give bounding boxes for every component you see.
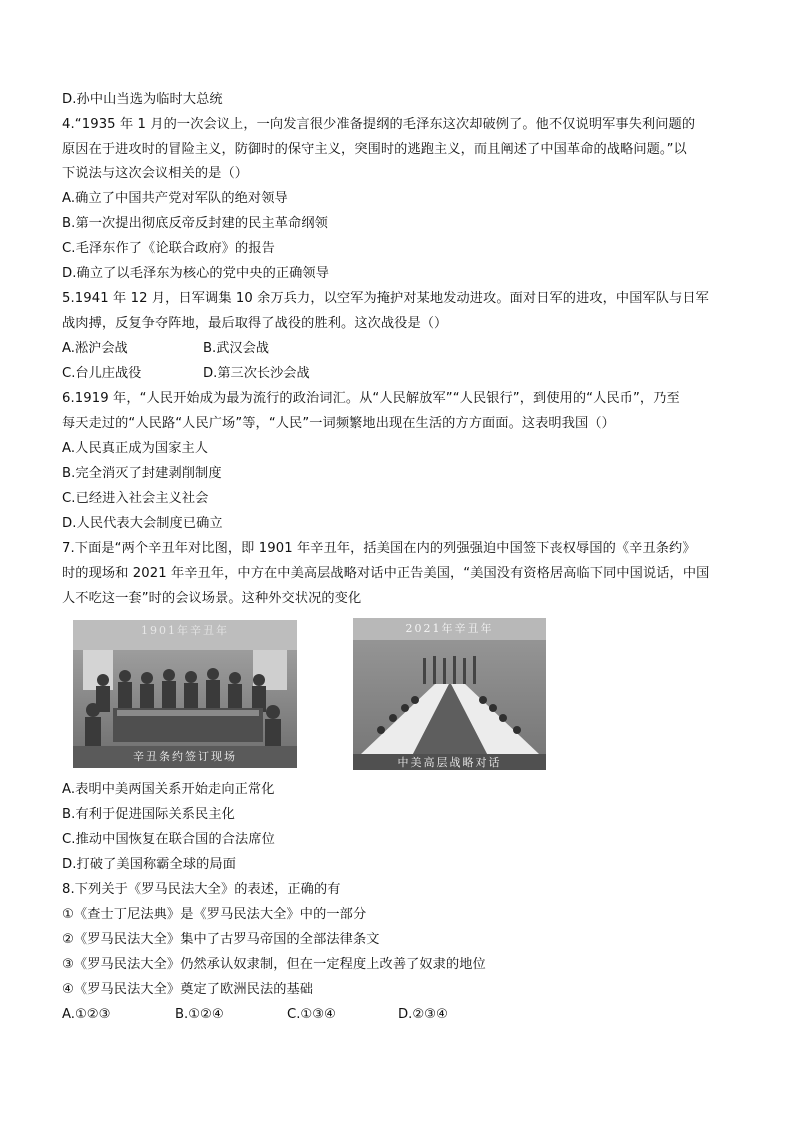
q8-option-a: A.①②③ xyxy=(62,1007,111,1022)
q6-option-d: D.人民代表大会制度已确立 xyxy=(62,516,223,531)
q5-stem-line-2: 战肉搏，反复争夺阵地，最后取得了战役的胜利。这次战役是（） xyxy=(62,316,448,331)
q4-option-a: A.确立了中国共产党对军队的绝对领导 xyxy=(62,191,288,206)
q5-option-b: B.武汉会战 xyxy=(203,341,269,356)
photo-1901-header: 1901年辛丑年 xyxy=(141,624,229,637)
q5-stem-line-1: 5.1941 年 12 月，日军调集 10 余万兵力，以空军为掩护对某地发动进攻。面对日军的进攻，中国军队与日军 xyxy=(62,291,709,306)
q6-stem-line-1: 6.1919 年，“人民开始成为最为流行的政治词汇。从“人民解放军”“人民银行”，到使用的“人民币”，乃至 xyxy=(62,391,680,406)
photo-2021-caption: 中美高层战略对话 xyxy=(397,756,502,769)
photo-2021-header: 2021年辛丑年 xyxy=(405,622,494,635)
photo-1901-caption: 辛丑条约签订现场 xyxy=(133,750,237,763)
q8-option-b: B.①②④ xyxy=(175,1007,224,1022)
q7-option-a: A.表明中美两国关系开始走向正常化 xyxy=(62,782,275,797)
q4-option-b: B.第一次提出彻底反帝反封建的民主革命纲领 xyxy=(62,216,328,231)
photo-1901-illustration xyxy=(73,620,297,768)
q8-statement-4: ④《罗马民法大全》奠定了欧洲民法的基础 xyxy=(62,982,314,997)
q7-option-c: C.推动中国恢复在联合国的合法席位 xyxy=(62,832,275,847)
q8-statement-2: ②《罗马民法大全》集中了古罗马帝国的全部法律条文 xyxy=(62,932,380,947)
photo-1901-treaty-signing xyxy=(73,620,297,768)
q4-option-c: C.毛泽东作了《论联合政府》的报告 xyxy=(62,241,275,256)
q6-stem-line-2: 每天走过的“人民路“人民广场”等，“人民”一词频繁地出现在生活的方方面面。这表明我国（） xyxy=(62,416,615,431)
photo-2021-strategic-dialogue xyxy=(353,618,546,770)
q6-option-b: B.完全消灭了封建剥削制度 xyxy=(62,466,222,481)
q8-statement-3: ③《罗马民法大全》仍然承认奴隶制，但在一定程度上改善了奴隶的地位 xyxy=(62,957,486,972)
q8-statement-1: ①《查士丁尼法典》是《罗马民法大全》中的一部分 xyxy=(62,907,367,922)
q4-stem-line-1: 4.“1935 年 1 月的一次会议上，一向发言很少准备提纲的毛泽东这次却破例了。他不仅说明军事失利问题的 xyxy=(62,117,696,132)
q5-option-d: D.第三次长沙会战 xyxy=(203,366,310,381)
q7-stem-line-3: 人不吃这一套”时的会议场景。这种外交状况的变化 xyxy=(62,591,362,606)
q3-option-d: D.孙中山当选为临时大总统 xyxy=(62,92,223,107)
q7-stem-line-2: 时的现场和 2021 年辛丑年，中方在中美高层战略对话中正告美国，“美国没有资格居高临下同中国说话，中国 xyxy=(62,566,710,581)
q6-option-a: A.人民真正成为国家主人 xyxy=(62,441,209,456)
q7-stem-line-1: 7.下面是“两个辛丑年对比图，即 1901 年辛丑年，括美国在内的列强强迫中国签下丧权辱国的《辛丑条约》 xyxy=(62,541,696,556)
q4-stem-line-2: 原因在于进攻时的冒险主义，防御时的保守主义，突围时的逃跑主义，而且阐述了中国革命的战略问题。”以 xyxy=(62,142,687,157)
photo-2021-illustration xyxy=(353,618,546,770)
q8-option-d: D.②③④ xyxy=(398,1007,448,1022)
q8-stem: 8.下列关于《罗马民法大全》的表述，正确的有 xyxy=(62,882,341,897)
q5-option-a: A.淞沪会战 xyxy=(62,341,128,356)
q4-stem-line-3: 下说法与这次会议相关的是（） xyxy=(62,166,249,181)
q5-option-c: C.台儿庄战役 xyxy=(62,366,142,381)
q7-option-d: D.打破了美国称霸全球的局面 xyxy=(62,857,236,872)
q6-option-c: C.已经进入社会主义社会 xyxy=(62,491,209,506)
q4-option-d: D.确立了以毛泽东为核心的党中央的正确领导 xyxy=(62,266,330,281)
q7-option-b: B.有利于促进国际关系民主化 xyxy=(62,807,235,822)
q8-option-c: C.①③④ xyxy=(287,1007,336,1022)
